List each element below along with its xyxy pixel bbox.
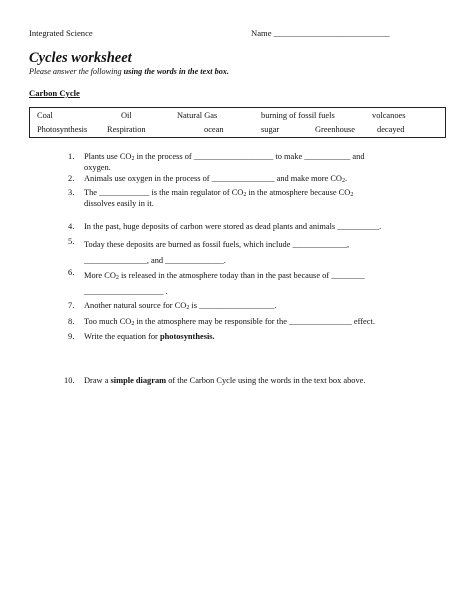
question-number: 8. xyxy=(68,317,75,326)
question-number: 4. xyxy=(68,222,75,231)
word-volcanoes: volcanoes xyxy=(372,111,406,120)
question-6: More $CO_2$ is released in the atmosphere today than in the past because of ________ ___________________ . xyxy=(84,271,365,296)
word-coal: Coal xyxy=(37,111,53,120)
word-bank-box xyxy=(29,107,446,138)
instructions-text: Please answer the following xyxy=(29,67,124,76)
question-number: 3. xyxy=(68,188,75,197)
question-number: 2. xyxy=(68,174,75,183)
word-photosynthesis: Photosynthesis xyxy=(37,125,88,134)
question-number: 7. xyxy=(68,301,75,310)
question-1: Plants use $CO_2$ in the process of ___________________ to make ___________ and oxygen. xyxy=(84,152,365,172)
question-number: 5. xyxy=(68,237,75,246)
question-number: 1. xyxy=(68,152,75,161)
question-number: 10. xyxy=(64,376,75,385)
name-field-label: Name ___________________________ xyxy=(251,28,390,38)
question-5: Today these deposits are burned as fossil fuels, which include _____________, _______________, and ______________. xyxy=(84,240,350,265)
worksheet-title: Cycles worksheet xyxy=(29,50,132,66)
word-oil: Oil xyxy=(121,111,132,120)
word-sugar: sugar xyxy=(261,125,280,134)
instructions xyxy=(29,67,229,76)
question-3: The ____________ is the main regulator of $CO_2$ in the atmosphere because $CO_2$ dissolves easily in it. xyxy=(84,188,354,208)
question-10: Draw a simple diagram of the Carbon Cycle using the words in the text box above. xyxy=(84,376,366,385)
word-decayed: decayed xyxy=(377,125,405,134)
word-natural-gas: Natural Gas xyxy=(177,111,218,120)
word-respiration: Respiration xyxy=(107,125,146,134)
question-2: Animals use oxygen in the process of _______________ and make more $CO_2$. xyxy=(84,174,348,184)
question-4: In the past, huge deposits of carbon were stored as dead plants and animals __________. xyxy=(84,222,382,231)
question-9: Write the equation for photosynthesis. xyxy=(84,332,215,341)
word-burning-fossil-fuels: burning of fossil fuels xyxy=(261,111,335,120)
word-greenhouse: Greenhouse xyxy=(315,125,355,134)
question-number: 9. xyxy=(68,332,75,341)
word-ocean: ocean xyxy=(204,125,224,134)
instructions-emphasis: using the words in the text box. xyxy=(123,67,229,76)
question-7: Another natural source for $CO_2$ is __________________. xyxy=(84,301,277,311)
question-8: Too much $CO_2$ in the atmosphere may be responsible for the _______________ effect. xyxy=(84,317,375,327)
course-label: Integrated Science xyxy=(29,28,93,38)
question-number: 6. xyxy=(68,268,75,277)
section-heading: Carbon Cycle xyxy=(29,88,80,98)
